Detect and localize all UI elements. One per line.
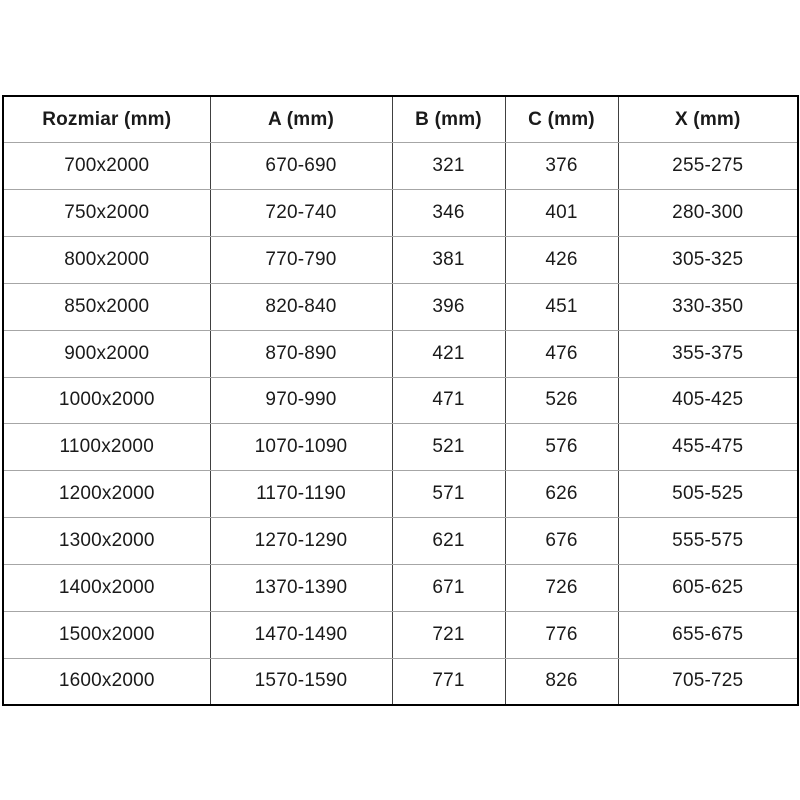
table-cell: 1070-1090 <box>210 424 392 471</box>
table-cell: 1500x2000 <box>3 611 210 658</box>
table-head <box>3 96 798 143</box>
table-cell: 720-740 <box>210 190 392 237</box>
table-cell: 670-690 <box>210 143 392 190</box>
table-cell: 401 <box>505 190 618 237</box>
table-cell: 451 <box>505 283 618 330</box>
table-row <box>3 424 798 471</box>
column-header: B (mm) <box>392 96 505 143</box>
table-cell: 1300x2000 <box>3 518 210 565</box>
table-cell: 1400x2000 <box>3 564 210 611</box>
column-header: Rozmiar (mm) <box>3 96 210 143</box>
table-cell: 346 <box>392 190 505 237</box>
table-cell: 970-990 <box>210 377 392 424</box>
table-cell: 330-350 <box>618 283 798 330</box>
table-cell: 1170-1190 <box>210 471 392 518</box>
table-cell: 655-675 <box>618 611 798 658</box>
table-cell: 505-525 <box>618 471 798 518</box>
table-cell: 1570-1590 <box>210 658 392 705</box>
table-row <box>3 330 798 377</box>
table-row <box>3 611 798 658</box>
table-cell: 576 <box>505 424 618 471</box>
table-cell: 1100x2000 <box>3 424 210 471</box>
table-cell: 305-325 <box>618 237 798 284</box>
table-cell: 376 <box>505 143 618 190</box>
dimensions-table <box>2 95 799 706</box>
table-cell: 526 <box>505 377 618 424</box>
table-row <box>3 143 798 190</box>
column-header: A (mm) <box>210 96 392 143</box>
table-cell: 726 <box>505 564 618 611</box>
table-cell: 850x2000 <box>3 283 210 330</box>
table-cell: 605-625 <box>618 564 798 611</box>
table-cell: 421 <box>392 330 505 377</box>
table-row <box>3 564 798 611</box>
table-cell: 771 <box>392 658 505 705</box>
table-cell: 1370-1390 <box>210 564 392 611</box>
table-cell: 700x2000 <box>3 143 210 190</box>
table-cell: 800x2000 <box>3 237 210 284</box>
table-cell: 671 <box>392 564 505 611</box>
column-header: X (mm) <box>618 96 798 143</box>
table-cell: 355-375 <box>618 330 798 377</box>
table-cell: 471 <box>392 377 505 424</box>
table-cell: 826 <box>505 658 618 705</box>
table-cell: 521 <box>392 424 505 471</box>
column-header: C (mm) <box>505 96 618 143</box>
header-row <box>3 96 798 143</box>
table-row <box>3 190 798 237</box>
table-row <box>3 518 798 565</box>
table-cell: 676 <box>505 518 618 565</box>
table-row <box>3 283 798 330</box>
table-cell: 571 <box>392 471 505 518</box>
table-row <box>3 237 798 284</box>
table-cell: 900x2000 <box>3 330 210 377</box>
table-cell: 381 <box>392 237 505 284</box>
table-cell: 705-725 <box>618 658 798 705</box>
table-cell: 1270-1290 <box>210 518 392 565</box>
table-cell: 426 <box>505 237 618 284</box>
table-cell: 455-475 <box>618 424 798 471</box>
table-cell: 1470-1490 <box>210 611 392 658</box>
table-cell: 405-425 <box>618 377 798 424</box>
table-cell: 721 <box>392 611 505 658</box>
table-cell: 280-300 <box>618 190 798 237</box>
table-cell: 1600x2000 <box>3 658 210 705</box>
table-cell: 476 <box>505 330 618 377</box>
table-cell: 770-790 <box>210 237 392 284</box>
table-cell: 255-275 <box>618 143 798 190</box>
table-cell: 820-840 <box>210 283 392 330</box>
table-cell: 1200x2000 <box>3 471 210 518</box>
table-cell: 870-890 <box>210 330 392 377</box>
table-cell: 321 <box>392 143 505 190</box>
table-row <box>3 471 798 518</box>
table-cell: 776 <box>505 611 618 658</box>
table-cell: 621 <box>392 518 505 565</box>
table-body <box>3 143 798 705</box>
table-cell: 1000x2000 <box>3 377 210 424</box>
table-cell: 750x2000 <box>3 190 210 237</box>
table-cell: 626 <box>505 471 618 518</box>
table-row <box>3 377 798 424</box>
table-cell: 396 <box>392 283 505 330</box>
table-cell: 555-575 <box>618 518 798 565</box>
table-row <box>3 658 798 705</box>
